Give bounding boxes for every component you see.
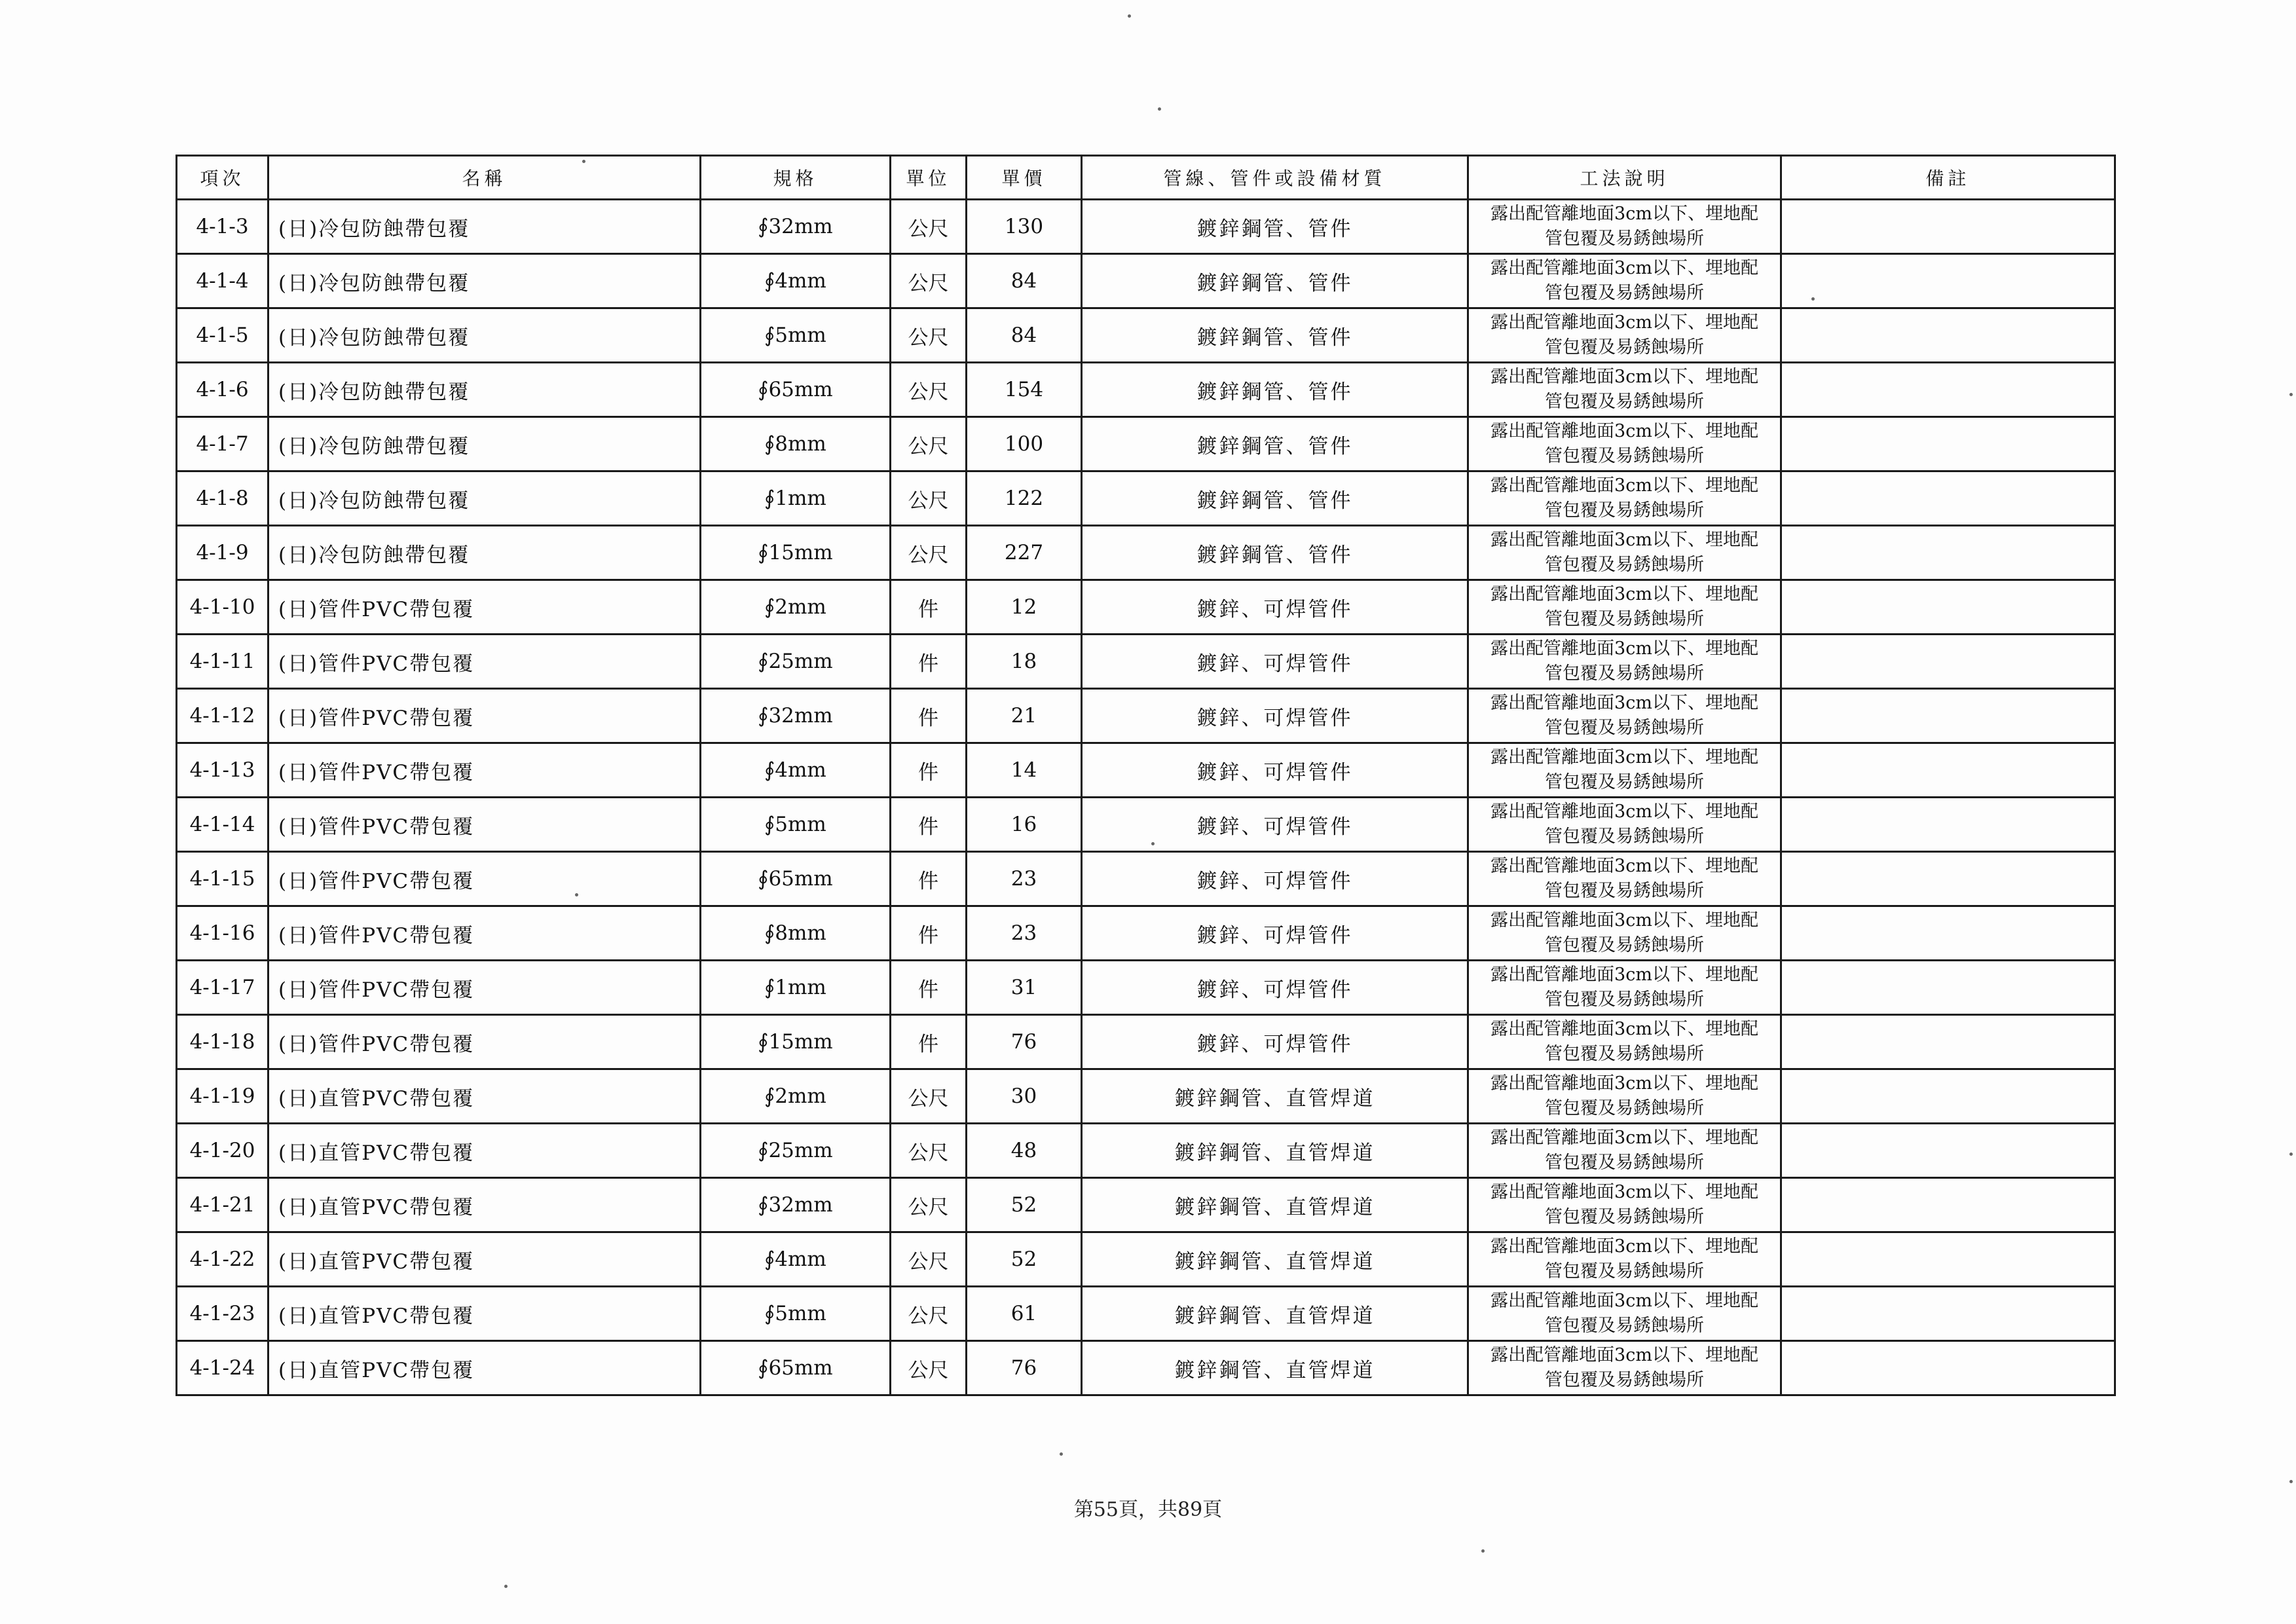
cell-spec: ∮65mm — [701, 1341, 891, 1395]
cell-name: (日)直管PVC帶包覆 — [268, 1287, 701, 1341]
method-line-1: 露出配管離地面3cm以下、埋地配 — [1491, 1128, 1758, 1148]
cell-unit: 件 — [891, 906, 967, 961]
cell-method — [1468, 635, 1781, 689]
method-line-1: 露出配管離地面3cm以下、埋地配 — [1491, 1291, 1758, 1311]
cell-unit-price: 122 — [967, 471, 1082, 526]
method-line-1: 露出配管離地面3cm以下、埋地配 — [1491, 312, 1758, 333]
method-line-1: 露出配管離地面3cm以下、埋地配 — [1491, 530, 1758, 550]
header-name: 名稱 — [268, 156, 701, 200]
cell-material: 鍍鋅、可焊管件 — [1082, 743, 1468, 798]
cell-unit-price: 154 — [967, 363, 1082, 417]
cell-note — [1781, 852, 2115, 906]
cell-note — [1781, 308, 2115, 363]
header-note: 備註 — [1781, 156, 2115, 200]
cell-note — [1781, 1124, 2115, 1178]
cell-note — [1781, 200, 2115, 254]
cell-note — [1781, 798, 2115, 852]
cell-name: (日)冷包防蝕帶包覆 — [268, 254, 701, 308]
cell-material: 鍍鋅鋼管、直管焊道 — [1082, 1124, 1468, 1178]
cell-name: (日)管件PVC帶包覆 — [268, 852, 701, 906]
method-line-1: 露出配管離地面3cm以下、埋地配 — [1491, 1182, 1758, 1202]
cell-method — [1468, 906, 1781, 961]
table-row — [177, 1178, 2115, 1232]
scan-speck — [2289, 1480, 2293, 1483]
cell-name: (日)冷包防蝕帶包覆 — [268, 363, 701, 417]
method-line-1: 露出配管離地面3cm以下、埋地配 — [1491, 204, 1758, 224]
cell-method — [1468, 1178, 1781, 1232]
table-row — [177, 635, 2115, 689]
method-line-1: 露出配管離地面3cm以下、埋地配 — [1491, 584, 1758, 604]
method-line-2: 管包覆及易銹蝕場所 — [1545, 826, 1704, 847]
cell-unit-price: 130 — [967, 200, 1082, 254]
table-row — [177, 1287, 2115, 1341]
cell-name: (日)直管PVC帶包覆 — [268, 1069, 701, 1124]
cell-method — [1468, 852, 1781, 906]
cell-note — [1781, 635, 2115, 689]
cell-name: (日)直管PVC帶包覆 — [268, 1232, 701, 1287]
cell-spec: ∮65mm — [701, 852, 891, 906]
cell-unit-price: 48 — [967, 1124, 1082, 1178]
cell-unit: 公尺 — [891, 526, 967, 580]
cell-unit: 公尺 — [891, 308, 967, 363]
method-line-2: 管包覆及易銹蝕場所 — [1545, 392, 1704, 412]
cell-unit: 公尺 — [891, 1341, 967, 1395]
scan-speck — [504, 1585, 508, 1588]
cell-method — [1468, 961, 1781, 1015]
cell-note — [1781, 417, 2115, 471]
cell-material: 鍍鋅、可焊管件 — [1082, 1015, 1468, 1069]
method-line-1: 露出配管離地面3cm以下、埋地配 — [1491, 421, 1758, 441]
table-row — [177, 689, 2115, 743]
table-row — [177, 743, 2115, 798]
header-unit-price: 單價 — [967, 156, 1082, 200]
cell-item-no: 4-1-15 — [177, 852, 268, 906]
cell-name: (日)直管PVC帶包覆 — [268, 1178, 701, 1232]
unit-price-table — [176, 155, 2116, 1396]
cell-unit: 件 — [891, 743, 967, 798]
cell-name: (日)管件PVC帶包覆 — [268, 689, 701, 743]
cell-name: (日)冷包防蝕帶包覆 — [268, 471, 701, 526]
cell-unit-price: 23 — [967, 852, 1082, 906]
cell-material: 鍍鋅鋼管、管件 — [1082, 363, 1468, 417]
cell-item-no: 4-1-11 — [177, 635, 268, 689]
method-line-2: 管包覆及易銹蝕場所 — [1545, 229, 1704, 249]
cell-name: (日)冷包防蝕帶包覆 — [268, 417, 701, 471]
table-row — [177, 798, 2115, 852]
header-material: 管線、管件或設備材質 — [1082, 156, 1468, 200]
table-row — [177, 852, 2115, 906]
cell-method — [1468, 798, 1781, 852]
scan-speck — [575, 893, 578, 896]
cell-unit: 件 — [891, 1015, 967, 1069]
cell-name: (日)冷包防蝕帶包覆 — [268, 526, 701, 580]
cell-spec: ∮2mm — [701, 580, 891, 635]
cell-note — [1781, 1341, 2115, 1395]
method-line-1: 露出配管離地面3cm以下、埋地配 — [1491, 1236, 1758, 1257]
cell-material: 鍍鋅鋼管、管件 — [1082, 526, 1468, 580]
cell-method — [1468, 200, 1781, 254]
cell-unit: 公尺 — [891, 1124, 967, 1178]
cell-unit-price: 18 — [967, 635, 1082, 689]
cell-note — [1781, 1015, 2115, 1069]
cell-unit: 公尺 — [891, 417, 967, 471]
table-row — [177, 417, 2115, 471]
table-row — [177, 308, 2115, 363]
scan-speck — [1128, 14, 1131, 18]
cell-item-no: 4-1-24 — [177, 1341, 268, 1395]
method-line-2: 管包覆及易銹蝕場所 — [1545, 555, 1704, 575]
cell-name: (日)管件PVC帶包覆 — [268, 743, 701, 798]
scan-speck — [1151, 842, 1155, 845]
cell-material: 鍍鋅鋼管、直管焊道 — [1082, 1287, 1468, 1341]
cell-unit-price: 12 — [967, 580, 1082, 635]
cell-name: (日)管件PVC帶包覆 — [268, 580, 701, 635]
method-line-1: 露出配管離地面3cm以下、埋地配 — [1491, 475, 1758, 496]
method-line-2: 管包覆及易銹蝕場所 — [1545, 663, 1704, 684]
cell-item-no: 4-1-7 — [177, 417, 268, 471]
cell-unit: 件 — [891, 580, 967, 635]
method-line-1: 露出配管離地面3cm以下、埋地配 — [1491, 1345, 1758, 1365]
cell-method — [1468, 417, 1781, 471]
cell-note — [1781, 1287, 2115, 1341]
cell-unit: 件 — [891, 798, 967, 852]
cell-unit-price: 14 — [967, 743, 1082, 798]
table-row — [177, 1232, 2115, 1287]
cell-item-no: 4-1-14 — [177, 798, 268, 852]
cell-item-no: 4-1-13 — [177, 743, 268, 798]
cell-material: 鍍鋅鋼管、管件 — [1082, 417, 1468, 471]
cell-unit: 公尺 — [891, 471, 967, 526]
cell-item-no: 4-1-9 — [177, 526, 268, 580]
cell-spec: ∮32mm — [701, 689, 891, 743]
method-line-1: 露出配管離地面3cm以下、埋地配 — [1491, 258, 1758, 278]
method-line-2: 管包覆及易銹蝕場所 — [1545, 772, 1704, 792]
table-row — [177, 200, 2115, 254]
cell-method — [1468, 1015, 1781, 1069]
cell-unit: 公尺 — [891, 200, 967, 254]
table-row — [177, 1341, 2115, 1395]
cell-unit: 公尺 — [891, 1287, 967, 1341]
cell-unit-price: 16 — [967, 798, 1082, 852]
cell-item-no: 4-1-8 — [177, 471, 268, 526]
cell-spec: ∮1mm — [701, 961, 891, 1015]
cell-item-no: 4-1-21 — [177, 1178, 268, 1232]
cell-note — [1781, 906, 2115, 961]
table-header-row — [177, 156, 2115, 200]
cell-unit: 公尺 — [891, 254, 967, 308]
cell-item-no: 4-1-12 — [177, 689, 268, 743]
cell-unit: 件 — [891, 961, 967, 1015]
cell-note — [1781, 743, 2115, 798]
cell-note — [1781, 471, 2115, 526]
scan-speck — [2289, 1153, 2293, 1156]
cell-method — [1468, 580, 1781, 635]
cell-unit: 公尺 — [891, 1178, 967, 1232]
cell-method — [1468, 1341, 1781, 1395]
cell-spec: ∮15mm — [701, 526, 891, 580]
table-row — [177, 471, 2115, 526]
method-line-2: 管包覆及易銹蝕場所 — [1545, 609, 1704, 629]
cell-spec: ∮25mm — [701, 1124, 891, 1178]
cell-name: (日)冷包防蝕帶包覆 — [268, 200, 701, 254]
table-row — [177, 906, 2115, 961]
cell-unit-price: 52 — [967, 1178, 1082, 1232]
cell-unit-price: 61 — [967, 1287, 1082, 1341]
cell-name: (日)管件PVC帶包覆 — [268, 798, 701, 852]
method-line-1: 露出配管離地面3cm以下、埋地配 — [1491, 1019, 1758, 1039]
table-row — [177, 1069, 2115, 1124]
cell-note — [1781, 580, 2115, 635]
cell-spec: ∮8mm — [701, 417, 891, 471]
cell-method — [1468, 254, 1781, 308]
cell-material: 鍍鋅鋼管、直管焊道 — [1082, 1069, 1468, 1124]
cell-unit-price: 227 — [967, 526, 1082, 580]
cell-unit: 公尺 — [891, 1232, 967, 1287]
cell-unit: 件 — [891, 635, 967, 689]
method-line-2: 管包覆及易銹蝕場所 — [1545, 881, 1704, 901]
cell-item-no: 4-1-18 — [177, 1015, 268, 1069]
cell-item-no: 4-1-5 — [177, 308, 268, 363]
cell-spec: ∮4mm — [701, 254, 891, 308]
method-line-1: 露出配管離地面3cm以下、埋地配 — [1491, 965, 1758, 985]
scan-speck — [1060, 1452, 1063, 1456]
table-row — [177, 1124, 2115, 1178]
method-line-2: 管包覆及易銹蝕場所 — [1545, 1370, 1704, 1390]
cell-unit-price: 31 — [967, 961, 1082, 1015]
method-line-2: 管包覆及易銹蝕場所 — [1545, 1098, 1704, 1118]
table-row — [177, 1015, 2115, 1069]
cell-item-no: 4-1-3 — [177, 200, 268, 254]
cell-method — [1468, 1232, 1781, 1287]
cell-material: 鍍鋅、可焊管件 — [1082, 906, 1468, 961]
cell-unit-price: 84 — [967, 308, 1082, 363]
cell-unit: 公尺 — [891, 363, 967, 417]
table-row — [177, 526, 2115, 580]
cell-note — [1781, 1178, 2115, 1232]
cell-note — [1781, 526, 2115, 580]
method-line-1: 露出配管離地面3cm以下、埋地配 — [1491, 1073, 1758, 1094]
method-line-1: 露出配管離地面3cm以下、埋地配 — [1491, 693, 1758, 713]
cell-spec: ∮5mm — [701, 308, 891, 363]
method-line-2: 管包覆及易銹蝕場所 — [1545, 1207, 1704, 1227]
cell-item-no: 4-1-22 — [177, 1232, 268, 1287]
cell-unit: 件 — [891, 689, 967, 743]
cell-note — [1781, 1069, 2115, 1124]
table-row — [177, 254, 2115, 308]
method-line-1: 露出配管離地面3cm以下、埋地配 — [1491, 367, 1758, 387]
cell-name: (日)管件PVC帶包覆 — [268, 906, 701, 961]
method-line-2: 管包覆及易銹蝕場所 — [1545, 500, 1704, 521]
method-line-2: 管包覆及易銹蝕場所 — [1545, 1044, 1704, 1064]
cell-material: 鍍鋅鋼管、管件 — [1082, 254, 1468, 308]
cell-note — [1781, 254, 2115, 308]
cell-spec: ∮5mm — [701, 1287, 891, 1341]
cell-material: 鍍鋅、可焊管件 — [1082, 580, 1468, 635]
cell-method — [1468, 1069, 1781, 1124]
cell-item-no: 4-1-17 — [177, 961, 268, 1015]
cell-spec: ∮2mm — [701, 1069, 891, 1124]
cell-item-no: 4-1-20 — [177, 1124, 268, 1178]
cell-method — [1468, 1124, 1781, 1178]
method-line-2: 管包覆及易銹蝕場所 — [1545, 1261, 1704, 1282]
cell-spec: ∮5mm — [701, 798, 891, 852]
method-line-1: 露出配管離地面3cm以下、埋地配 — [1491, 747, 1758, 767]
method-line-1: 露出配管離地面3cm以下、埋地配 — [1491, 910, 1758, 931]
cell-method — [1468, 308, 1781, 363]
cell-unit-price: 76 — [967, 1015, 1082, 1069]
header-spec: 規格 — [701, 156, 891, 200]
header-item-no: 項次 — [177, 156, 268, 200]
cell-unit-price: 84 — [967, 254, 1082, 308]
table-row — [177, 363, 2115, 417]
cell-material: 鍍鋅、可焊管件 — [1082, 852, 1468, 906]
cell-item-no: 4-1-10 — [177, 580, 268, 635]
header-method: 工法說明 — [1468, 156, 1781, 200]
cell-item-no: 4-1-16 — [177, 906, 268, 961]
cell-method — [1468, 689, 1781, 743]
scan-speck — [1811, 297, 1815, 301]
cell-material: 鍍鋅鋼管、管件 — [1082, 200, 1468, 254]
method-line-2: 管包覆及易銹蝕場所 — [1545, 337, 1704, 358]
cell-note — [1781, 1232, 2115, 1287]
method-line-2: 管包覆及易銹蝕場所 — [1545, 446, 1704, 466]
cell-item-no: 4-1-4 — [177, 254, 268, 308]
method-line-1: 露出配管離地面3cm以下、埋地配 — [1491, 802, 1758, 822]
cell-note — [1781, 363, 2115, 417]
cell-unit: 公尺 — [891, 1069, 967, 1124]
cell-note — [1781, 961, 2115, 1015]
cell-unit-price: 21 — [967, 689, 1082, 743]
cell-note — [1781, 689, 2115, 743]
cell-spec: ∮4mm — [701, 743, 891, 798]
cell-material: 鍍鋅鋼管、直管焊道 — [1082, 1232, 1468, 1287]
cell-material: 鍍鋅、可焊管件 — [1082, 798, 1468, 852]
scan-speck — [582, 160, 585, 163]
cell-spec: ∮15mm — [701, 1015, 891, 1069]
cell-spec: ∮32mm — [701, 1178, 891, 1232]
cell-material: 鍍鋅鋼管、直管焊道 — [1082, 1341, 1468, 1395]
cell-spec: ∮32mm — [701, 200, 891, 254]
cell-name: (日)冷包防蝕帶包覆 — [268, 308, 701, 363]
cell-material: 鍍鋅鋼管、管件 — [1082, 308, 1468, 363]
method-line-1: 露出配管離地面3cm以下、埋地配 — [1491, 638, 1758, 659]
scan-speck — [1158, 107, 1161, 111]
method-line-2: 管包覆及易銹蝕場所 — [1545, 1316, 1704, 1336]
cell-spec: ∮8mm — [701, 906, 891, 961]
cell-material: 鍍鋅、可焊管件 — [1082, 689, 1468, 743]
cell-material: 鍍鋅、可焊管件 — [1082, 961, 1468, 1015]
cell-item-no: 4-1-19 — [177, 1069, 268, 1124]
page-number-footer: 第55頁，共89頁 — [1073, 1498, 1223, 1521]
method-line-2: 管包覆及易銹蝕場所 — [1545, 718, 1704, 738]
cell-spec: ∮4mm — [701, 1232, 891, 1287]
cell-name: (日)管件PVC帶包覆 — [268, 1015, 701, 1069]
cell-unit-price: 30 — [967, 1069, 1082, 1124]
cell-spec: ∮65mm — [701, 363, 891, 417]
cell-material: 鍍鋅、可焊管件 — [1082, 635, 1468, 689]
cell-unit-price: 23 — [967, 906, 1082, 961]
method-line-2: 管包覆及易銹蝕場所 — [1545, 935, 1704, 955]
scan-speck — [1481, 1549, 1485, 1553]
table-row — [177, 961, 2115, 1015]
cell-material: 鍍鋅鋼管、管件 — [1082, 471, 1468, 526]
method-line-2: 管包覆及易銹蝕場所 — [1545, 1153, 1704, 1173]
cell-method — [1468, 471, 1781, 526]
cell-unit-price: 100 — [967, 417, 1082, 471]
cell-method — [1468, 526, 1781, 580]
cell-unit-price: 52 — [967, 1232, 1082, 1287]
scan-speck — [2289, 393, 2293, 396]
cell-method — [1468, 1287, 1781, 1341]
table-body — [177, 200, 2115, 1395]
cell-method — [1468, 363, 1781, 417]
cell-name: (日)管件PVC帶包覆 — [268, 635, 701, 689]
header-unit: 單位 — [891, 156, 967, 200]
cell-spec: ∮1mm — [701, 471, 891, 526]
cell-item-no: 4-1-23 — [177, 1287, 268, 1341]
cell-unit: 件 — [891, 852, 967, 906]
method-line-2: 管包覆及易銹蝕場所 — [1545, 989, 1704, 1010]
method-line-2: 管包覆及易銹蝕場所 — [1545, 283, 1704, 303]
cell-name: (日)直管PVC帶包覆 — [268, 1341, 701, 1395]
cell-method — [1468, 743, 1781, 798]
cell-unit-price: 76 — [967, 1341, 1082, 1395]
cell-spec: ∮25mm — [701, 635, 891, 689]
method-line-1: 露出配管離地面3cm以下、埋地配 — [1491, 856, 1758, 876]
table-row — [177, 580, 2115, 635]
cell-item-no: 4-1-6 — [177, 363, 268, 417]
cell-name: (日)管件PVC帶包覆 — [268, 961, 701, 1015]
cell-material: 鍍鋅鋼管、直管焊道 — [1082, 1178, 1468, 1232]
cell-name: (日)直管PVC帶包覆 — [268, 1124, 701, 1178]
